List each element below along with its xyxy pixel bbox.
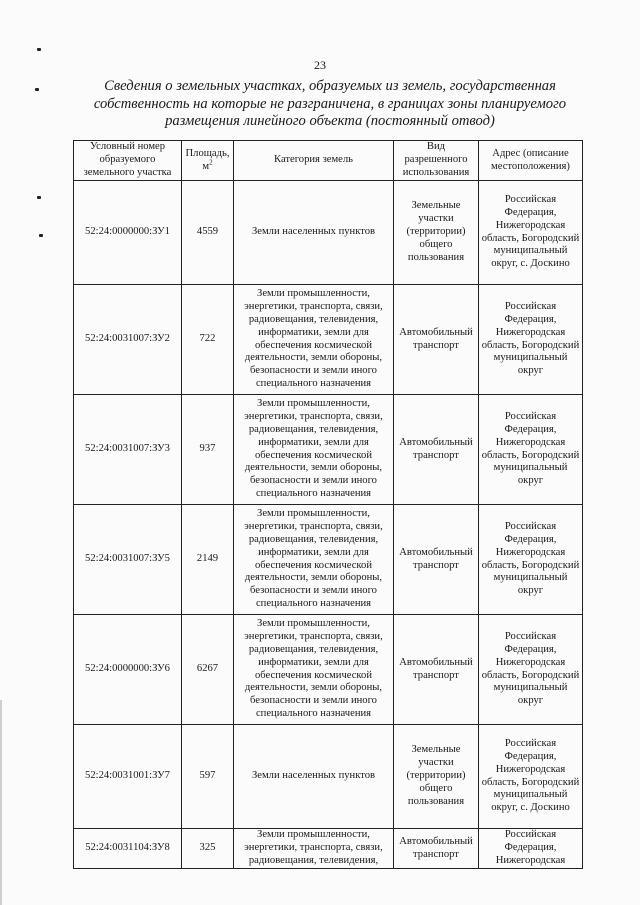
table-row xyxy=(74,395,583,505)
scan-mark xyxy=(39,234,43,237)
plot-number: 52:24:0031104:ЗУ8 xyxy=(74,829,182,869)
plot-number: 52:24:0000000:ЗУ6 xyxy=(74,615,182,725)
header-address: Адрес (описание местоположения) xyxy=(479,141,583,181)
plot-use: Автомобильный транспорт xyxy=(394,829,479,869)
land-plots-table xyxy=(73,140,583,869)
scan-mark xyxy=(37,196,41,199)
header-use: Вид разрешенного использования xyxy=(394,141,479,181)
plot-number: 52:24:0031001:ЗУ7 xyxy=(74,725,182,829)
plot-category: Земли промышленности, энергетики, транспорта, связи, радиовещания, телевидения, xyxy=(234,829,394,869)
title-line-3: размещения линейного объекта (постоянный отвод) xyxy=(165,113,495,129)
plot-use: Автомобильный транспорт xyxy=(394,615,479,725)
plot-use: Автомобильный транспорт xyxy=(394,395,479,505)
title-line-2: собственность на которые не разграничена, в границах зоны планируемого xyxy=(93,95,567,112)
header-number: Условный номер образуемого земельного участка xyxy=(74,141,182,181)
header-category: Категория земель xyxy=(234,141,394,181)
plot-area: 325 xyxy=(182,829,234,869)
table-row xyxy=(74,725,583,829)
plot-category: Земли промышленности, энергетики, транспорта, связи, радиовещания, телевидения, информатики, земли для обеспечения космической деятельности, земли обороны, безопасности и земли иного специального назначения xyxy=(234,615,394,725)
plot-number: 52:24:0031007:ЗУ5 xyxy=(74,505,182,615)
plot-category: Земли промышленности, энергетики, транспорта, связи, радиовещания, телевидения, информатики, земли для обеспечения космической деятельности, земли обороны, безопасности и земли иного специального назначения xyxy=(234,505,394,615)
plot-area: 4559 xyxy=(182,181,234,285)
table-header-row xyxy=(74,141,583,181)
scan-mark xyxy=(37,48,41,51)
table-row xyxy=(74,285,583,395)
plot-category: Земли промышленности, энергетики, транспорта, связи, радиовещания, телевидения, информатики, земли для обеспечения космической деятельности, земли обороны, безопасности и земли иного специального назначения xyxy=(234,285,394,395)
plot-number: 52:24:0031007:ЗУ3 xyxy=(74,395,182,505)
plot-area: 2149 xyxy=(182,505,234,615)
plot-address: Российская Федерация, Нижегородская область, Богородский муниципальный округ xyxy=(479,395,583,505)
table-row xyxy=(74,505,583,615)
scan-mark xyxy=(35,88,39,91)
plot-area: 6267 xyxy=(182,615,234,725)
plot-use: Земельные участки (территории) общего пользования xyxy=(394,181,479,285)
title-line-1: Сведения о земельных участках, образуемых из земель, государственная xyxy=(104,78,556,94)
plot-address: Российская Федерация, Нижегородская xyxy=(479,829,583,869)
table-row xyxy=(74,181,583,285)
plot-area: 597 xyxy=(182,725,234,829)
plot-address: Российская Федерация, Нижегородская область, Богородский муниципальный округ, с. Доскино xyxy=(479,181,583,285)
header-area: Площадь, $м^2$ xyxy=(182,141,234,181)
scan-edge xyxy=(0,700,2,905)
plot-use: Земельные участки (территории) общего пользования xyxy=(394,725,479,829)
plot-number: 52:24:0031007:ЗУ2 xyxy=(74,285,182,395)
page-number: 23 xyxy=(314,58,326,72)
plot-use: Автомобильный транспорт xyxy=(394,285,479,395)
plot-area: 722 xyxy=(182,285,234,395)
plot-category: Земли населенных пунктов xyxy=(234,181,394,285)
plot-area: 937 xyxy=(182,395,234,505)
plot-category: Земли населенных пунктов xyxy=(234,725,394,829)
document-title xyxy=(80,78,580,131)
plot-address: Российская Федерация, Нижегородская область, Богородский муниципальный округ xyxy=(479,615,583,725)
table-row xyxy=(74,829,583,869)
plot-address: Российская Федерация, Нижегородская область, Богородский муниципальный округ, с. Доскино xyxy=(479,725,583,829)
plot-use: Автомобильный транспорт xyxy=(394,505,479,615)
plot-address: Российская Федерация, Нижегородская область, Богородский муниципальный округ xyxy=(479,285,583,395)
plot-address: Российская Федерация, Нижегородская область, Богородский муниципальный округ xyxy=(479,505,583,615)
plot-category: Земли промышленности, энергетики, транспорта, связи, радиовещания, телевидения, информатики, земли для обеспечения космической деятельности, земли обороны, безопасности и земли иного специального назначения xyxy=(234,395,394,505)
table-row xyxy=(74,615,583,725)
plot-number: 52:24:0000000:ЗУ1 xyxy=(74,181,182,285)
